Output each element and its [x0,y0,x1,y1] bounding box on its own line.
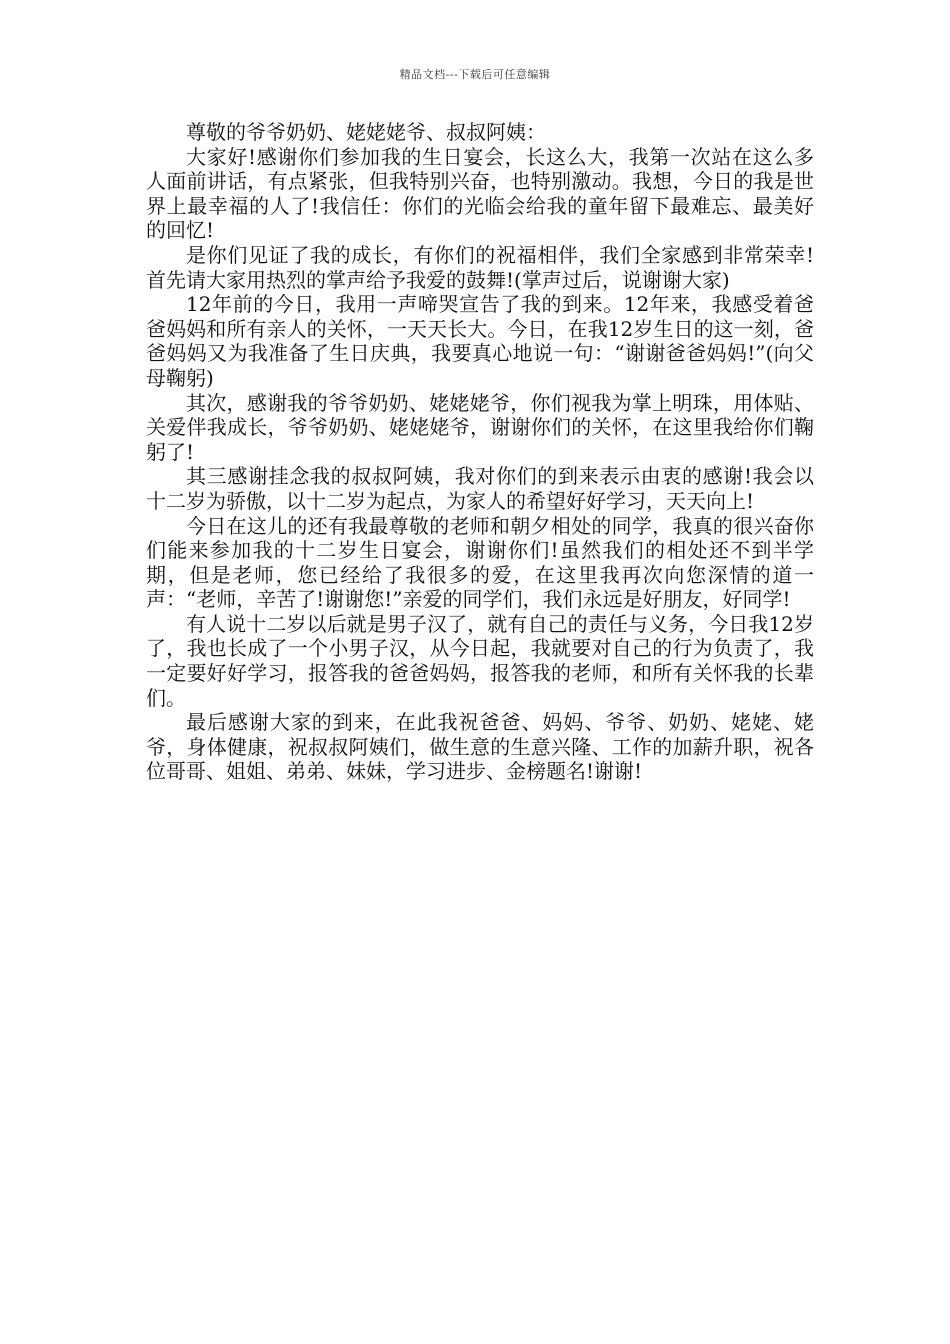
paragraph-5: 其三感谢挂念我的叔叔阿姨，我对你们的到来表示由衷的感谢!我会以十二岁为骄傲，以十二岁为起点，为家人的希望好好学习，天天向上! [146,464,814,513]
salutation: 尊敬的爷爷奶奶、姥姥姥爷、叔叔阿姨： [186,120,546,144]
paragraph-8: 最后感谢大家的到来，在此我祝爸爸、妈妈、爷爷、奶奶、姥姥、姥爷，身体健康，祝叔叔阿姨们，做生意的生意兴隆、工作的加薪升职，祝各位哥哥、姐姐、弟弟、妹妹，学习进步、金榜题名!谢谢! [146,710,814,784]
paragraph-4: 其次，感谢我的爷爷奶奶、姥姥姥爷，你们视我为掌上明珠，用体贴、关爱伴我成长，爷爷奶奶、姥姥姥爷，谢谢你们的关怀，在这里我给你们鞠躬了! [146,390,814,464]
paragraph-2: 是你们见证了我的成长，有你们的祝福相伴，我们全家感到非常荣幸!首先请大家用热烈的掌声给予我爱的鼓舞!(掌声过后，说谢谢大家) [146,242,814,292]
page-header: 精品文档---下载后可任意编辑 [399,68,551,81]
paragraph-3: 12年前的今日，我用一声啼哭宣告了我的到来。12年来，我感受着爸爸妈妈和所有亲人的关怀，一天天长大。今日，在我12岁生日的这一刻，爸爸妈妈又为我准备了生日庆典，我要真心地说一句：“谢谢爸爸妈妈!”(向父母鞠躬) [146,292,814,390]
paragraph-6: 今日在这儿的还有我最尊敬的老师和朝夕相处的同学，我真的很兴奋你们能来参加我的十二岁生日宴会，谢谢你们!虽然我们的相处还不到半学期，但是老师，您已经给了我很多的爱，在这里我再次向您深情的道一声：“老师，辛苦了!谢谢您!”亲爱的同学们，我们永远是好朋友，好同学! [146,513,814,612]
paragraph-7: 有人说十二岁以后就是男子汉了，就有自己的责任与义务，今日我12岁了，我也长成了一个小男子汉，从今日起，我就要对自己的行为负责了，我一定要好好学习，报答我的爸爸妈妈，报答我的老师，和所有关怀我的长辈们。 [146,611,814,710]
paragraph-1: 大家好!感谢你们参加我的生日宴会，长这么大，我第一次站在这么多人面前讲话，有点紧张，但我特别兴奋，也特别激动。我想，今日的我是世界上最幸福的人了!我信任：你们的光临会给我的童年留下最难忘、最美好的回忆! [146,144,814,243]
document-body [146,120,814,784]
